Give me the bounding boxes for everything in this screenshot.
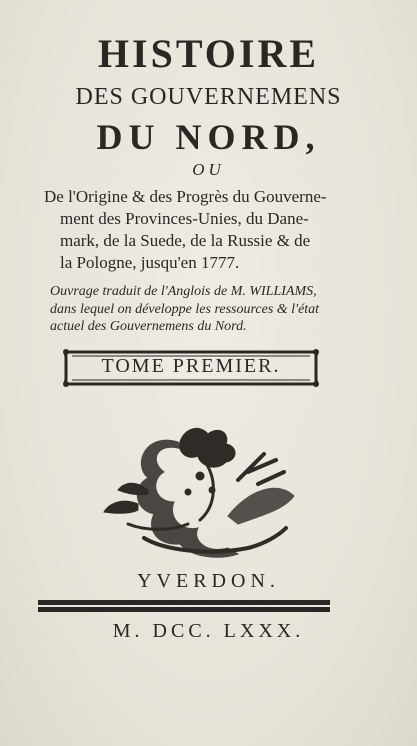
translator-note-line: Ouvrage traduit de l'Anglois de M. WILLIAMS, (50, 284, 317, 299)
subtitle-line: De l'Origine & des Progrès du Gouverne- (44, 187, 327, 206)
floral-vignette-icon (88, 420, 304, 570)
subtitle-line: mark, de la Suede, de la Russie & de (60, 231, 311, 250)
translator-note-line: dans lequel on développe les ressources & l'état (50, 302, 320, 317)
translator-note-line: actuel des Gouvernemens du Nord. (50, 319, 247, 334)
subtitle-line: la Pologne, jusqu'en 1777. (60, 253, 240, 272)
title-line-du-nord: DU NORD, (96, 117, 321, 157)
title-line-histoire: HISTOIRE (97, 31, 320, 76)
imprint-place: YVERDON. (137, 570, 280, 592)
printer-rule (38, 598, 330, 614)
title-ou: OU (192, 160, 225, 179)
publication-date: M. DCC. LXXX. (112, 620, 305, 642)
subtitle-line: ment des Provinces-Unies, du Dane- (60, 209, 309, 228)
volume-label: TOME PREMIER. (101, 355, 281, 377)
title-line-gouvernemens: DES GOUVERNEMENS (75, 84, 342, 110)
